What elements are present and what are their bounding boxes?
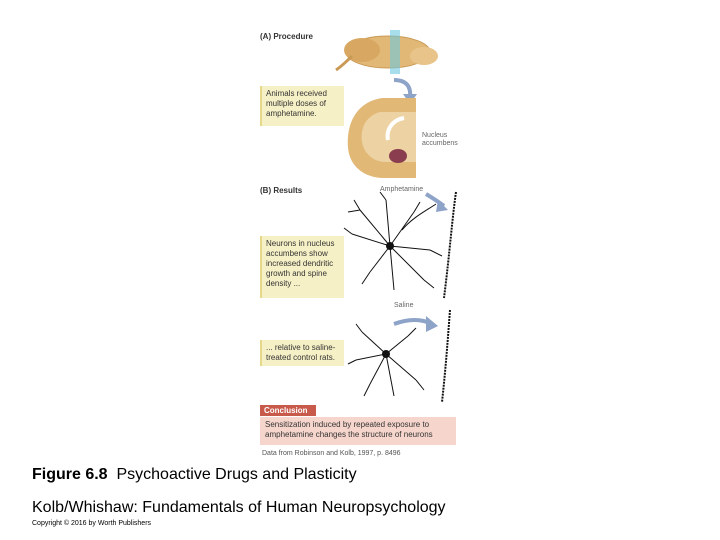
figure-caption (32, 466, 357, 484)
results-text-box: Neurons in nucleus accumbens show increased dendritic growth and spine density ... (260, 236, 344, 298)
results-title: (B) Results (260, 186, 303, 195)
rat-brain-illustration (332, 26, 442, 76)
conclusion-text-box: Sensitization induced by repeated exposure to amphetamine changes the structure of neurons (260, 417, 456, 445)
book-title: Kolb/Whishaw: Fundamentals of Human Neuropsychology (32, 499, 446, 516)
brain-section-illustration (344, 96, 420, 180)
figure-title: Psychoactive Drugs and Plasticity (116, 466, 357, 483)
conclusion-title: Conclusion (260, 405, 316, 416)
amphetamine-label: Amphetamine (380, 186, 424, 193)
procedure-title: (A) Procedure (260, 32, 313, 41)
copyright-notice: Copyright © 2016 by Worth Publishers (32, 520, 152, 527)
relative-text-box: ... relative to saline-treated control rats. (260, 340, 344, 366)
nucleus-accumbens-label: Nucleus accumbens (422, 132, 458, 147)
neuron-saline-illustration (346, 306, 460, 404)
saline-label: Saline (394, 302, 414, 309)
source-credit: Data from Robinson and Kolb, 1997, p. 8496 (262, 450, 401, 457)
neuron-amphetamine-illustration (340, 190, 460, 300)
figure-number: Figure 6.8 (32, 466, 108, 483)
procedure-text-box: Animals received multiple doses of amphetamine. (260, 86, 344, 126)
